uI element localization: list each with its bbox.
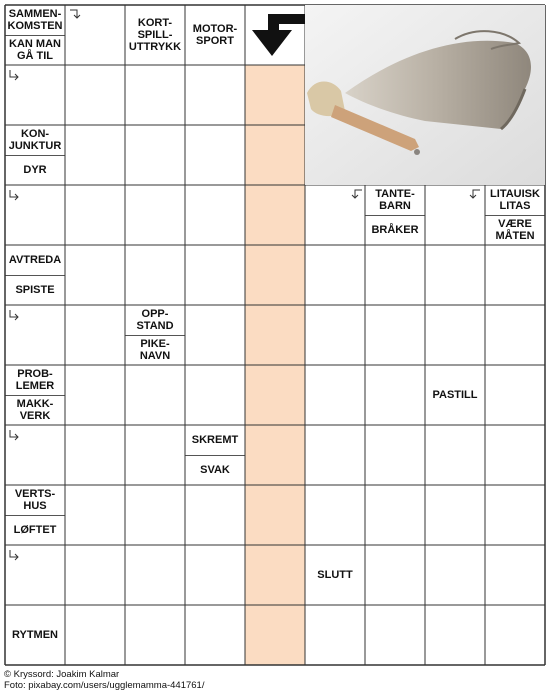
highlight-cell[interactable]: [245, 545, 305, 605]
highlight-cell[interactable]: [245, 65, 305, 125]
clue-pastill: PASTILL: [432, 389, 478, 401]
crossword-credit: © Kryssord: Joakim Kalmar: [4, 669, 120, 680]
clue-braker: BRÅKER: [371, 224, 419, 236]
clue-sammenkomsten: SAMMEN- KOMSTEN: [7, 8, 63, 32]
clue-oppstand: OPP- STAND: [136, 308, 174, 332]
clue-dyr: DYR: [23, 164, 47, 176]
clue-konjunktur: KON- JUNKTUR: [8, 128, 62, 152]
highlight-cell[interactable]: [245, 365, 305, 425]
highlight-cell[interactable]: [245, 185, 305, 245]
clue-vaere-maaten: VÆRE MÅTEN: [495, 218, 535, 242]
clue-slutt: SLUTT: [317, 569, 353, 581]
highlight-cell[interactable]: [245, 125, 305, 185]
dustpan-brush-photo: [305, 5, 545, 185]
clue-svak: SVAK: [200, 464, 230, 476]
clue-skremt: SKREMT: [191, 434, 239, 446]
clue-makkverk: MAKK- VERK: [16, 398, 54, 422]
clue-kortspilluttrykk: KORT- SPILL- UTTRYKK: [128, 17, 182, 53]
clue-pikenavn: PIKE- NAVN: [139, 338, 171, 362]
credits: [4, 669, 204, 691]
clue-vertshus: VERTS- HUS: [14, 488, 56, 512]
clue-motorsport: MOTOR- SPORT: [192, 23, 238, 47]
clue-spiste: SPISTE: [15, 284, 55, 296]
clue-avtreda: AVTREDA: [8, 254, 62, 266]
highlight-cell[interactable]: [245, 605, 305, 665]
highlight-cell[interactable]: [245, 485, 305, 545]
clue-problemer: PROB- LEMER: [15, 368, 55, 392]
highlight-cell[interactable]: [245, 245, 305, 305]
highlight-cell[interactable]: [245, 425, 305, 485]
clue-loftet: LØFTET: [13, 524, 57, 536]
clue-litauisk-litas: LITAUISK LITAS: [490, 188, 540, 212]
highlight-cell[interactable]: [245, 305, 305, 365]
clue-rytmen: RYTMEN: [11, 629, 59, 641]
photo-credit: Foto: pixabay.com/users/ugglemamma-441761/: [4, 680, 205, 691]
clue-kan-man-ga-til: KAN MAN GÅ TIL: [9, 38, 61, 62]
clue-tantebarn: TANTE- BARN: [375, 188, 415, 212]
